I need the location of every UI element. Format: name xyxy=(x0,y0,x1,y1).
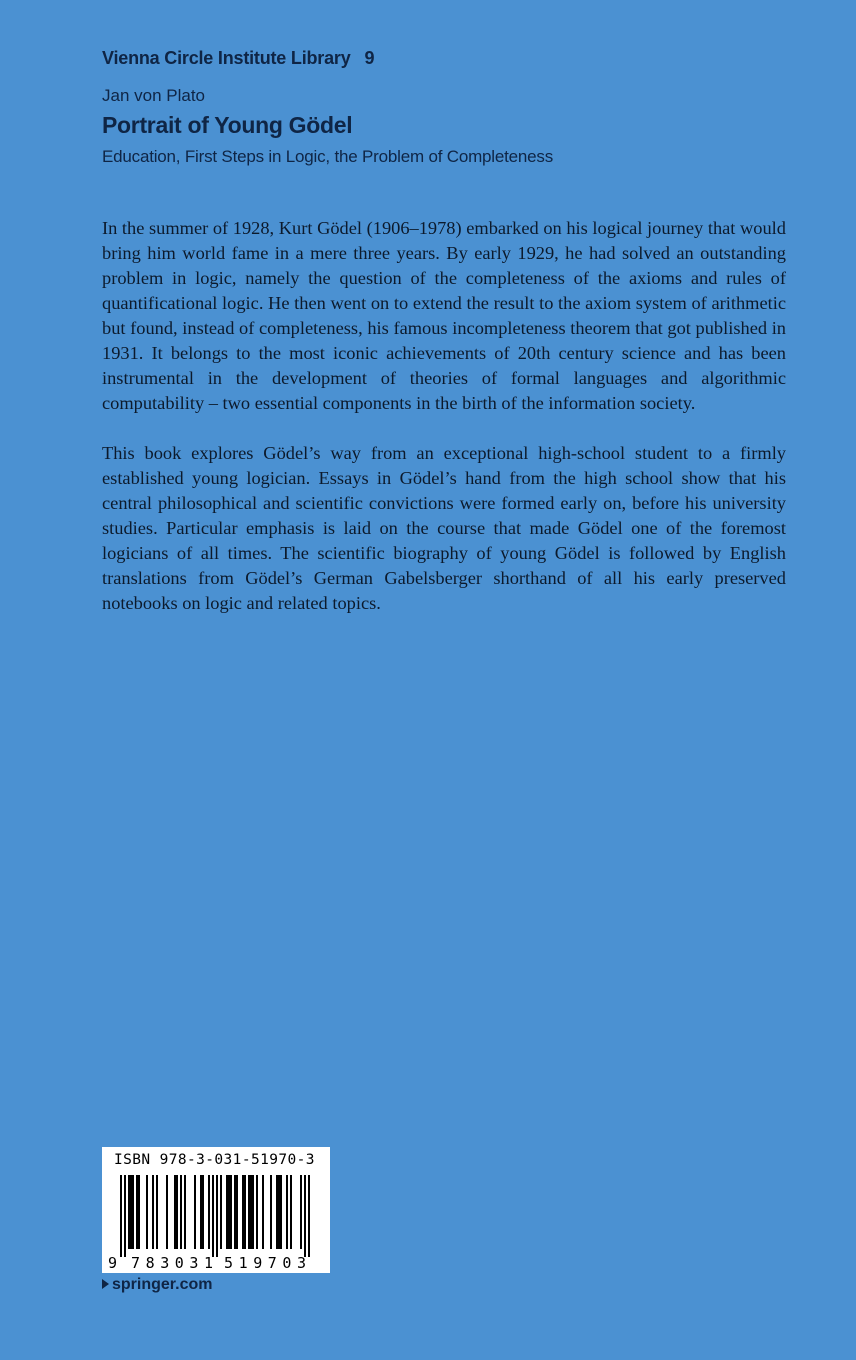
barcode-bar xyxy=(180,1175,182,1249)
triangle-right-icon xyxy=(102,1279,109,1289)
barcode-bar xyxy=(138,1175,140,1249)
isbn-barcode xyxy=(102,1147,330,1273)
barcode-bar xyxy=(244,1175,246,1249)
series-number: 9 xyxy=(364,48,375,68)
barcode-bar xyxy=(262,1175,264,1249)
author-name: Jan von Plato xyxy=(102,86,206,105)
book-title: Portrait of Young Gödel xyxy=(102,112,353,138)
barcode-bar xyxy=(248,1175,250,1249)
barcode-bar xyxy=(304,1175,306,1257)
barcode-bar xyxy=(156,1175,158,1249)
barcode-bar xyxy=(216,1175,218,1257)
barcode-bar xyxy=(152,1175,154,1249)
barcode-bar xyxy=(270,1175,272,1249)
barcode-bar xyxy=(220,1175,222,1249)
barcode-bar xyxy=(252,1175,254,1249)
barcode-bar xyxy=(230,1175,232,1249)
barcode-bar xyxy=(278,1175,280,1249)
barcode-bar-group xyxy=(120,1175,310,1257)
barcode-bar xyxy=(256,1175,258,1249)
barcode-bar xyxy=(208,1175,210,1249)
barcode-bar xyxy=(200,1175,202,1249)
barcode-bar xyxy=(202,1175,204,1249)
book-subtitle: Education, First Steps in Logic, the Problem of Completeness xyxy=(102,147,554,166)
barcode-bar xyxy=(132,1175,134,1249)
barcode-bar xyxy=(166,1175,168,1249)
barcode-bar xyxy=(236,1175,238,1249)
blurb-paragraph: In the summer of 1928, Kurt Gödel (1906–1978) embarked on his logical journey that would bring him world fame in a mere three years. By early 1929, he had solved an outstanding problem in logic, namely the question of the completeness of the axioms and rules of quantificational logic. He then went on to extend the result to the axiom system of arithmetic but found, instead of completeness, his famous incompleteness theorem that got published in 1931. It belongs to the most iconic achievements of 20th century science and has been instrumental in the development of theories of formal languages and algorithmic computability – two essential components in the birth of the information society. xyxy=(102,218,786,413)
barcode-bar xyxy=(280,1175,282,1249)
barcode-bar xyxy=(228,1175,230,1249)
barcode-bar xyxy=(286,1175,288,1249)
barcode-bar xyxy=(176,1175,178,1249)
barcode-bar xyxy=(136,1175,138,1249)
barcode-bar xyxy=(128,1175,130,1249)
series-heading xyxy=(102,48,374,69)
barcode-bar xyxy=(124,1175,126,1257)
barcode-bar xyxy=(250,1175,252,1249)
barcode-bar xyxy=(212,1175,214,1257)
publisher-url: springer.com xyxy=(112,1276,213,1293)
ean-first-digit: 9 xyxy=(108,1254,118,1272)
barcode-bar xyxy=(308,1175,310,1257)
barcode-bar xyxy=(174,1175,176,1249)
barcode-bar xyxy=(242,1175,244,1249)
barcode-bar xyxy=(146,1175,148,1249)
series-name: Vienna Circle Institute Library xyxy=(102,48,351,68)
barcode-bars xyxy=(102,1173,330,1273)
barcode-bar xyxy=(290,1175,292,1249)
ean-right-digits: 519703 xyxy=(224,1254,306,1272)
ean-left-digits: 783031 xyxy=(131,1254,213,1272)
barcode-bar xyxy=(276,1175,278,1249)
barcode-bar xyxy=(194,1175,196,1249)
barcode-bar xyxy=(234,1175,236,1249)
barcode-bar xyxy=(120,1175,122,1257)
blurb-text xyxy=(102,216,786,641)
barcode-bar xyxy=(184,1175,186,1249)
blurb-paragraph: This book explores Gödel’s way from an exceptional high-school student to a firmly established young logician. Essays in Gödel’s hand from the high school show that his central philosophical and scientific convictions were formed early on, before his university studies. Particular emphasis is laid on the course that made Gödel one of the foremost logicians of all times. The scientific biography of young Gödel is followed by English translations from Gödel’s German Gabelsberger shorthand of all his early preserved notebooks on logic and related topics. xyxy=(102,443,786,613)
barcode-bar xyxy=(300,1175,302,1249)
publisher-link[interactable] xyxy=(102,1276,212,1294)
barcode-bar xyxy=(226,1175,228,1249)
barcode-bar xyxy=(130,1175,132,1249)
isbn-label: ISBN 978-3-031-51970-3 xyxy=(114,1152,315,1168)
